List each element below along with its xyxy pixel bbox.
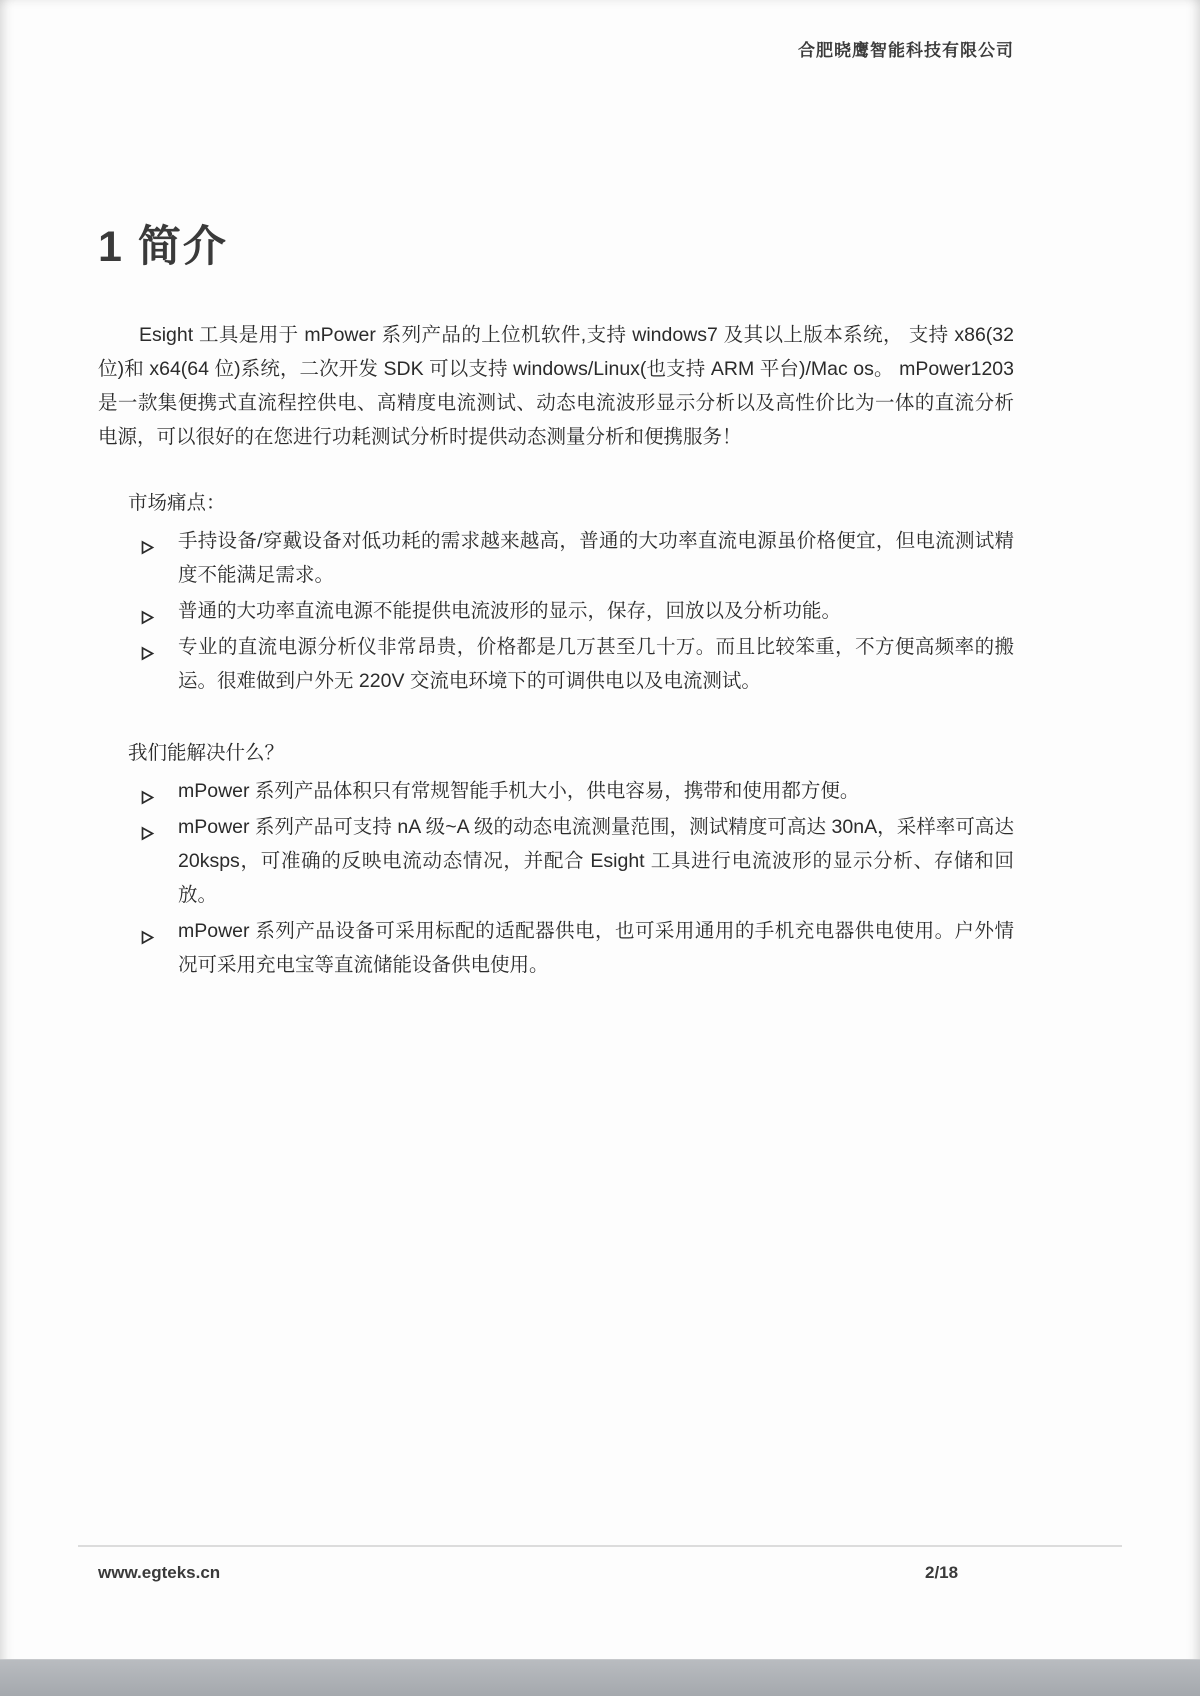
page-title: [98, 213, 1014, 274]
bullet-item: [98, 774, 1014, 808]
bullet-item: [98, 630, 1014, 698]
bullet-item: [98, 914, 1014, 982]
bullet-list: [98, 774, 1014, 982]
company-name: 合肥晓鹰智能科技有限公司: [798, 41, 1014, 60]
page-footer: [0, 1545, 1200, 1660]
bullet-text: mPower 系列产品体积只有常规智能手机大小，供电容易，携带和使用都方便。: [178, 780, 860, 802]
arrow-bullet-icon: [140, 782, 155, 797]
heading-number: 1: [98, 223, 124, 271]
heading-text: 简介: [137, 223, 228, 271]
footer-website: www.egteks.cn: [98, 1563, 221, 1582]
topic-section: [98, 736, 1014, 982]
bullet-item: [98, 810, 1014, 912]
intro-paragraph: Esight 工具是用于 mPower 系列产品的上位机软件,支持 windows7 及其以上版本系统， 支持 x86(32 位)和 x64(64 位)系统，二次开发 SDK 可以支持 windows/Linux(也支持 ARM 平台)/Mac os。 mPower1203 是一款集便携式直流程控供电、高精度电流测试、动态电流波形显示分析以及高性价比为一体的直流分析电源，可以很好的在您进行功耗测试分析时提供动态测量分析和便携服务！: [98, 324, 1014, 448]
page-header: [0, 0, 1200, 61]
bullet-text: 手持设备/穿戴设备对低功耗的需求越来越高，普通的大功率直流电源虽价格便宜，但电流测试精度不能满足需求。: [178, 530, 1014, 586]
arrow-bullet-icon: [140, 638, 155, 653]
topic-sections: [98, 486, 1014, 982]
bullet-item: [98, 524, 1014, 592]
topic-section: [98, 486, 1014, 698]
footer-page-number: 2/18: [925, 1563, 959, 1582]
bullet-list: [98, 524, 1014, 698]
arrow-bullet-icon: [140, 532, 155, 547]
viewer-bottom-band: [0, 1659, 1200, 1696]
bullet-text: mPower 系列产品可支持 nA 级~A 级的动态电流测量范围，测试精度可高达 30nA，采样率可高达 20ksps，可准确的反映电流动态情况，并配合 Esight 工具进行电流波形的显示分析、存储和回放。: [178, 816, 1014, 906]
topic-heading: 我们能解决什么？: [128, 742, 285, 764]
topic-heading: 市场痛点：: [128, 492, 226, 514]
arrow-bullet-icon: [140, 602, 155, 617]
bullet-text: 专业的直流电源分析仪非常昂贵，价格都是几万甚至几十万。而且比较笨重，不方便高频率的搬运。很难做到户外无 220V 交流电环境下的可调供电以及电流测试。: [178, 636, 1014, 692]
arrow-bullet-icon: [140, 922, 155, 937]
arrow-bullet-icon: [140, 818, 155, 833]
bullet-text: 普通的大功率直流电源不能提供电流波形的显示，保存，回放以及分析功能。: [178, 600, 842, 622]
bullet-text: mPower 系列产品设备可采用标配的适配器供电，也可采用通用的手机充电器供电使用。户外情况可采用充电宝等直流储能设备供电使用。: [178, 920, 1014, 976]
bullet-item: [98, 594, 1014, 628]
page-body: [0, 213, 1200, 982]
footer-divider: [78, 1545, 1122, 1547]
